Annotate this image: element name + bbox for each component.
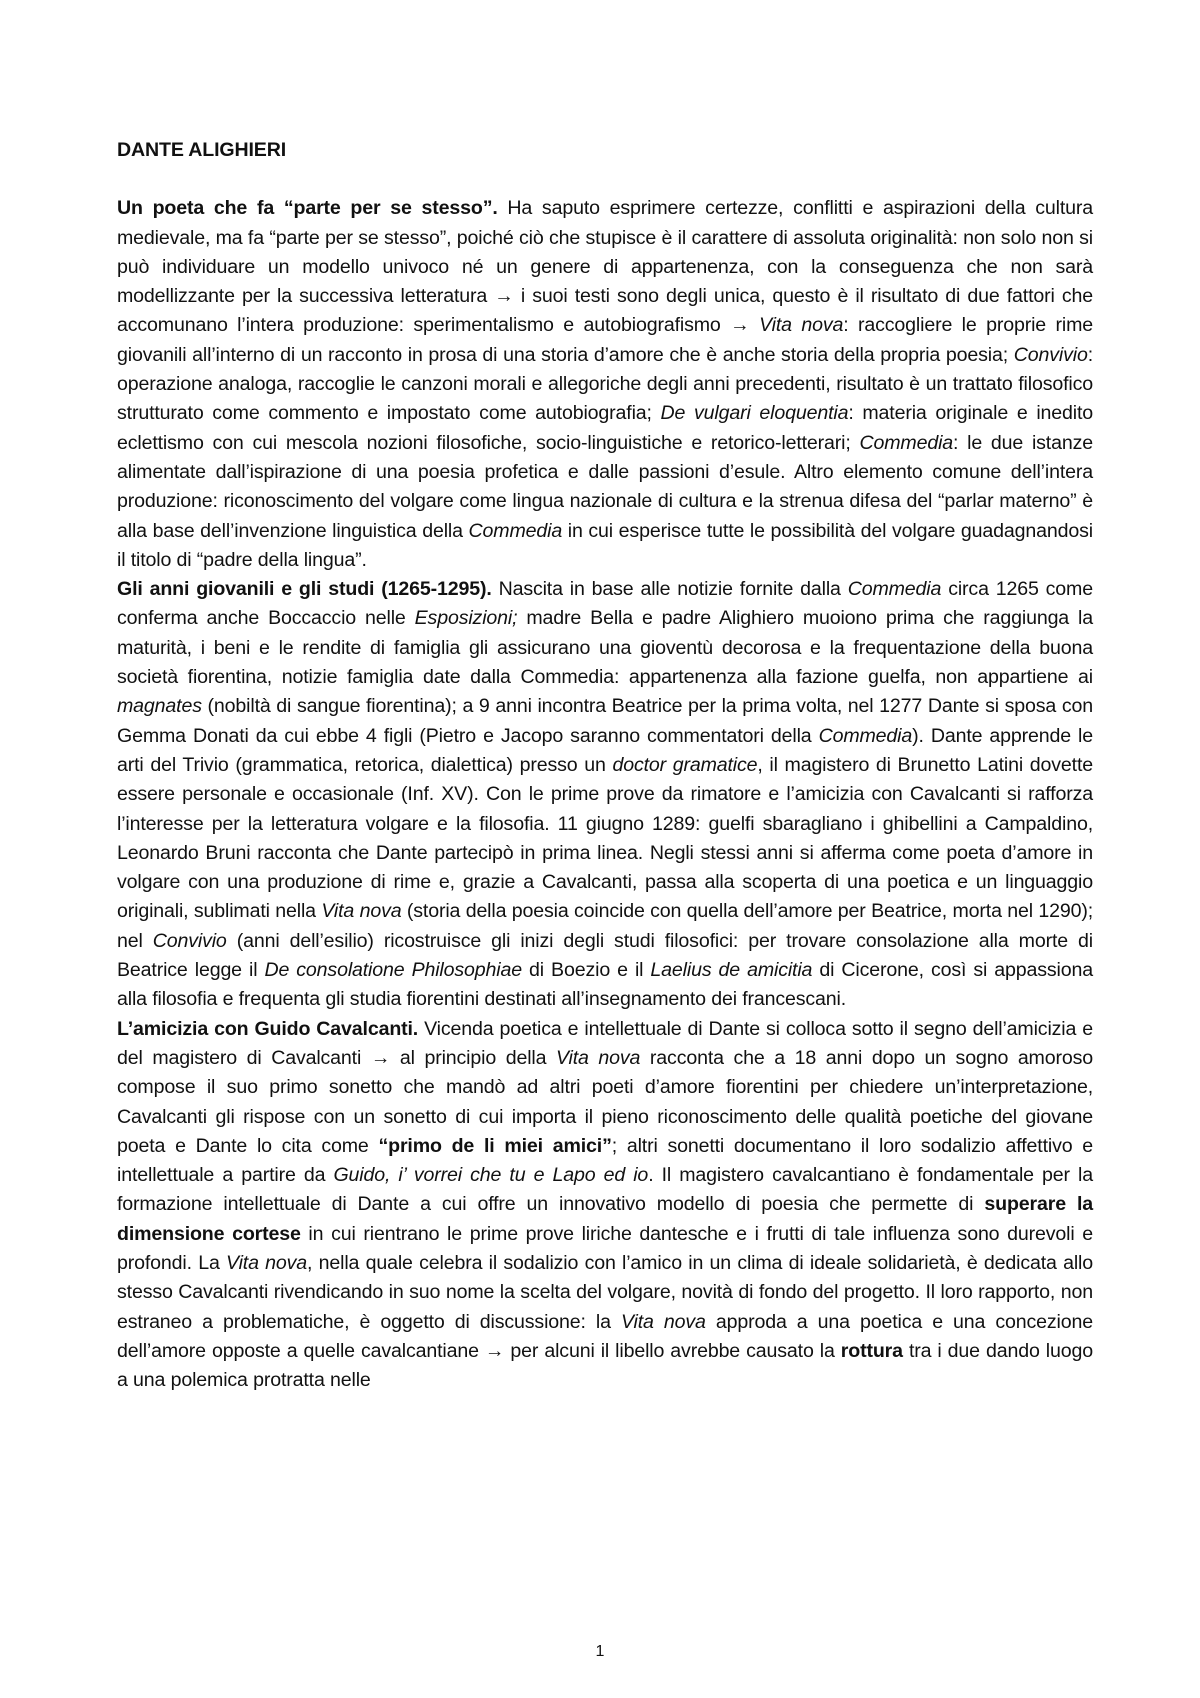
text-run: di Boezio e il: [521, 959, 651, 982]
text-run: . Il magistero cavalcantiano è fondamentale per la formazione intellettuale di Dante a cui offre un innovativo modello di poesia che permette di: [117, 1164, 1093, 1216]
text-run: approda a una poetica e una concezione dell’amore opposte a quelle cavalcantiane: [117, 1310, 1093, 1362]
italic-text: De consolatione Philosophiae: [264, 959, 522, 982]
bold-text: →: [370, 1046, 391, 1069]
italic-text: Laelius de amicitia: [650, 959, 813, 982]
text-run: tra i due dando luogo a una polemica protratta nelle: [117, 1339, 1093, 1392]
text-run: madre Bella e padre Alighiero muoiono prima che raggiunga la maturità, i beni e le rendite di famiglia gli assicurano una gioventù decorosa e la frequentazione della buona società fiorentina, notizie famiglia date dalla Commedia: appartenenza alla fazione guelfa, non appartiene ai: [117, 607, 1093, 689]
paragraph-heading: Un poeta che fa “parte per se stesso”.: [117, 197, 498, 220]
text-run: : operazione analoga, raccoglie le canzoni morali e allegoriche degli anni precedenti, risultato è un trattato filosofico strutturato come commento e impostato come autobiografia;: [117, 343, 1093, 425]
document-title: DANTE ALIGHIERI: [117, 139, 287, 161]
text-run: Vicenda poetica e intellettuale di Dante si colloca sotto il segno dell’amicizia e del magistero di Cavalcanti: [117, 1017, 1093, 1069]
bold-text: →: [730, 314, 750, 337]
text-run: (nobiltà di sangue fiorentina); a 9 anni incontra Beatrice per la prima volta, nel 1277 Dante si sposa con Gemma Donati da cui ebbe 4 figli (Pietro e Jacopo saranno commentatori della: [117, 695, 1093, 747]
italic-text: Commedia: [847, 578, 942, 601]
text-run: , il magistero di Brunetto Latini dovette essere personale e occasionale (Inf. XV). Con le prime prove da rimatore e l’amicizia con Cavalcanti si rafforza l’interesse per la letteratura volgare e la filosofia. 11 giugno 1289: guelfi sbaragliano i ghibellini a Campaldino, Leonardo Bruni racconta che Dante partecipò in prima linea. Negli stessi anni si afferma come poeta d’amore in volgare con una produzione di rime e, grazie a Cavalcanti, passa alla scoperta di una poetica e un linguaggio originali, sublimati nella: [117, 753, 1094, 923]
italic-text: Vita nova: [759, 314, 844, 337]
text-run: di Cicerone, così si appassiona alla filosofia e frequenta gli studia fiorentini destinati all’insegnamento dei francescani.: [117, 959, 1093, 1011]
italic-text: De vulgari eloquentia: [660, 402, 849, 425]
italic-text: Guido, i’ vorrei che tu e Lapo ed io: [333, 1164, 649, 1187]
text-run: racconta che a 18 anni dopo un sogno amoroso compose il suo primo sonetto che mandò ad altri poeti d’amore fiorentini per chiedere un’interpretazione, Cavalcanti gli rispose con un sonetto di cui importa il pieno riconoscimento delle qualità poetiche del giovane poeta e Dante lo cita come: [117, 1046, 1093, 1157]
italic-text: doctor gramatice: [612, 753, 758, 776]
page-body: [117, 136, 1093, 1395]
text-run: , nella quale celebra il sodalizio con l’amico in un clima di ideale solidarietà, è dedicata allo stesso Cavalcanti rivendicando in suo nome la scelta del volgare, novità di fondo del progetto. Il loro rapporto, non estraneo a problematiche, è oggetto di discussione: la: [117, 1251, 1093, 1333]
text-run: (anni dell’esilio) ricostruisce gli inizi degli studi filosofici: per trovare consolazione alla morte di Beatrice legge il: [117, 929, 1093, 982]
text-run: : materia originale e inedito eclettismo con cui mescola nozioni filosofiche, socio-linguistiche e retorico-letterari;: [117, 402, 1094, 454]
bold-text: →: [494, 285, 514, 308]
text-run: (storia della poesia coincide con quella dell’amore per Beatrice, morta nel 1290); nel: [117, 900, 1094, 952]
bold-text: rottura: [840, 1339, 903, 1362]
text-run: i suoi testi sono degli unica, questo è il risultato di due fattori che accomunano l’intera produzione: sperimentalismo e autobiografismo: [117, 285, 1093, 337]
italic-text: Vita nova: [226, 1251, 308, 1274]
bold-text: “primo de li miei amici”: [378, 1134, 612, 1157]
text-run: [750, 314, 759, 336]
paragraph: [117, 1015, 1093, 1396]
text-run: ). Dante apprende le arti del Trivio (grammatica, retorica, dialettica) presso un: [117, 724, 1094, 776]
paragraph: [117, 194, 1093, 575]
italic-text: Commedia: [818, 724, 913, 747]
italic-text: Convivio: [152, 929, 227, 952]
italic-text: Commedia: [859, 431, 954, 454]
italic-text: Esposizioni;: [414, 607, 518, 630]
text-run: per alcuni il libello avrebbe causato la: [504, 1339, 841, 1362]
text-run: Nascita in base alle notizie fornite dalla: [491, 578, 848, 601]
text-run: Ha saputo esprimere certezze, conflitti e aspirazioni della cultura medievale, ma fa “parte per se stesso”, poiché ciò che stupisce è il carattere di assoluta originalità: non solo non si può individuare un modello univoco né un genere di appartenenza, con la conseguenza che non sarà modellizzante per la successiva letteratura: [117, 197, 1093, 308]
text-run: : raccogliere le proprie rime giovanili all’interno di un racconto in prosa di una storia d’amore che è anche storia della propria poesia;: [117, 314, 1093, 366]
text-run: in cui esperisce tutte le possibilità del volgare guadagnandosi il titolo di “padre della lingua”.: [117, 519, 1093, 571]
paragraph-heading: Gli anni giovanili e gli studi (1265-1295).: [117, 578, 492, 601]
text-run: circa 1265 come conferma anche Boccaccio nelle: [117, 578, 1093, 630]
text-run: al principio della: [390, 1046, 556, 1069]
paragraph-heading: L’amicizia con Guido Cavalcanti.: [117, 1017, 419, 1040]
italic-text: Vita nova: [555, 1046, 641, 1069]
bold-text: →: [484, 1339, 505, 1362]
bold-text: superare la dimensione cortese: [117, 1193, 1093, 1245]
italic-text: Commedia: [468, 519, 563, 542]
italic-text: Convivio: [1013, 343, 1088, 366]
italic-text: Vita nova: [620, 1310, 706, 1333]
text-run: ; altri sonetti documentano il loro sodalizio affettivo e intellettuale a partire da: [117, 1134, 1094, 1187]
italic-text: magnates: [117, 695, 202, 718]
italic-text: Vita nova: [321, 900, 402, 923]
paragraph: [117, 575, 1093, 1014]
text-run: : le due istanze alimentate dall’ispirazione di una poesia profetica e dalle passioni d’esule. Altro elemento comune dell’intera produzione: riconoscimento del volgare come lingua nazionale di cultura e la strenua difesa del “parlar materno” è alla base dell’invenzione linguistica della: [117, 431, 1093, 542]
text-run: in cui rientrano le prime prove liriche dantesche e i frutti di tale influenza sono durevoli e profondi. La: [117, 1222, 1093, 1274]
paragraphs: [117, 194, 1093, 1395]
page-number: 1: [595, 1643, 605, 1660]
